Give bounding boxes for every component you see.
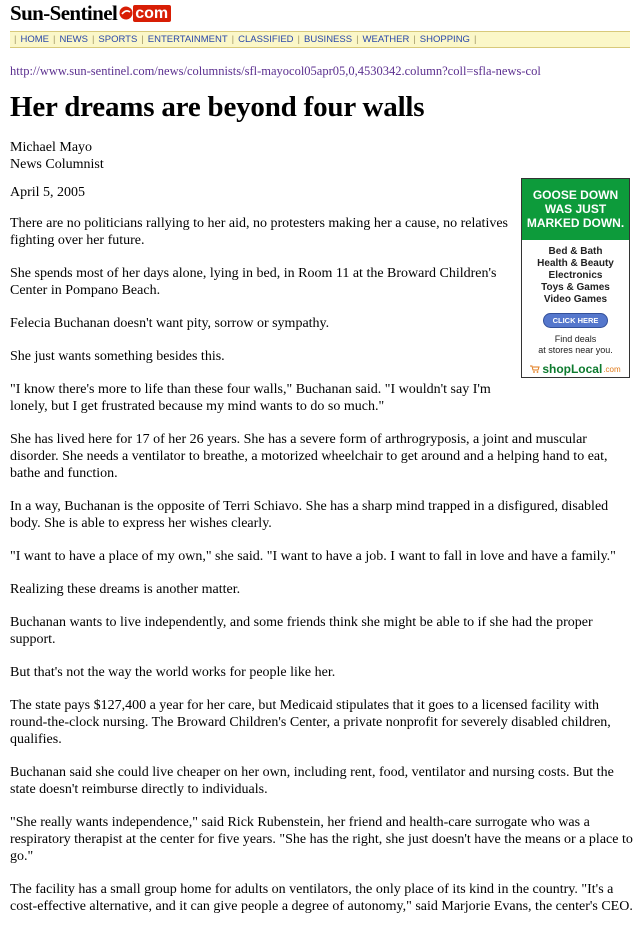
nav-separator: |	[52, 34, 56, 45]
nav-separator: |	[141, 34, 144, 45]
nav-home[interactable]: HOME	[20, 34, 49, 45]
ad-category: Health & Beauty	[537, 258, 614, 269]
logo-badge	[119, 4, 171, 22]
article-paragraph: "I know there's more to life than these four walls," Buchanan said. "I wouldn't say I'm lonely, but I get frustrated because my mind wants to do so much."	[10, 382, 491, 414]
logo-suffix: com	[133, 5, 171, 22]
nav-classified[interactable]: CLASSIFIED	[238, 34, 294, 45]
top-navigation	[10, 31, 630, 48]
nav-sports[interactable]: SPORTS	[98, 34, 138, 45]
article-paragraph: But that's not the way the world works for people like her.	[10, 665, 336, 680]
nav-weather[interactable]: WEATHER	[362, 34, 410, 45]
nav-separator: |	[231, 34, 235, 45]
article-paragraph: Buchanan said she could live cheaper on her own, including rent, food, ventilator and nursing costs. But the state doesn't reimburse directly to individuals.	[10, 765, 614, 797]
nav-separator: |	[413, 34, 416, 45]
byline	[10, 139, 104, 173]
article-paragraph: She spends most of her days alone, lying in bed, in Room 11 at the Broward Children's Center in Pompano Beach.	[10, 266, 497, 298]
ad-subtext-line: at stores near you.	[538, 345, 613, 355]
ad-category: Electronics	[548, 270, 603, 281]
nav-separator: |	[297, 34, 301, 45]
article-paragraph: The state pays $127,400 a year for her care, but Medicaid stipulates that it goes to a licensed facility with round-the-clock nursing. The Broward Children's Center, a private nonprofit for severely disabled children, qualifies.	[10, 698, 611, 747]
article-paragraph: She has lived here for 17 of her 26 years. She has a severe form of arthrogryposis, a joint and muscular disorder. She needs a ventilator to breathe, a motorized wheelchair to get around and a helping hand to eat, bathe and function.	[10, 432, 608, 481]
article-date: April 5, 2005	[10, 185, 86, 200]
nav-separator: |	[356, 34, 359, 45]
article-title: Her dreams are beyond four walls	[10, 91, 425, 123]
nav-news[interactable]: NEWS	[59, 34, 88, 45]
author-name: Michael Mayo	[10, 140, 93, 155]
nav-separator: |	[473, 34, 477, 45]
nav-separator: |	[14, 34, 17, 45]
ad-logo-text: shopLocal	[542, 362, 603, 376]
swoosh-icon	[119, 6, 133, 20]
nav-business[interactable]: BUSINESS	[304, 34, 353, 45]
ad-headline-line: WAS JUST	[544, 202, 607, 216]
ad-logo-suffix: .com	[603, 364, 621, 374]
article-paragraph: She just wants something besides this.	[10, 349, 225, 364]
author-role: News Columnist	[10, 157, 104, 172]
nav-shopping[interactable]: SHOPPING	[419, 34, 470, 45]
nav-separator: |	[91, 34, 95, 45]
article-paragraph: Felecia Buchanan doesn't want pity, sorrow or sympathy.	[10, 316, 330, 331]
article-paragraph: Realizing these dreams is another matter.	[10, 582, 241, 597]
ad-category: Video Games	[543, 294, 608, 305]
article-paragraph: The facility has a small group home for adults on ventilators, the only place of its kind in the country. "It's a cost-effective alternative, and it can give people a degree of autonomy," said Marjorie Evans, the center's CEO.	[10, 882, 633, 914]
article-paragraph: In a way, Buchanan is the opposite of Terri Schiavo. She has a sharp mind trapped in a disfigured, disabled body. She is able to express her wishes clearly.	[10, 499, 609, 531]
ad-headline-line: MARKED DOWN.	[526, 216, 625, 230]
article-paragraph: There are no politicians rallying to her aid, no protesters making her a cause, no relatives fighting over her future.	[10, 216, 508, 248]
article-paragraph: "I want to have a place of my own," she said. "I want to have a job. I want to fall in love and have a family."	[10, 549, 616, 564]
article-paragraph: Buchanan wants to live independently, and some friends think she might be able to if she had the proper support.	[10, 615, 593, 647]
site-logo[interactable]	[10, 2, 171, 24]
nav-entertainment[interactable]: ENTERTAINMENT	[147, 34, 228, 45]
article-paragraph: "She really wants independence," said Rick Rubenstein, her friend and health-care surrogate who was a respiratory therapist at the center for five years. "She has the right, she just doesn't have the means or a place to go."	[10, 815, 633, 864]
article-body	[10, 215, 635, 931]
ad-headline-line: GOOSE DOWN	[532, 188, 619, 202]
page-url: http://www.sun-sentinel.com/news/columnists/sfl-mayocol05apr05,0,4530342.column?coll=sfla-news-col	[10, 64, 541, 78]
logo-text: Sun-Sentinel	[10, 1, 118, 25]
ad-category: Bed & Bath	[548, 246, 603, 257]
ad-click-here-button[interactable]: CLICK HERE	[543, 313, 609, 328]
ad-category: Toys & Games	[541, 282, 610, 293]
ad-subtext-line: Find deals	[554, 334, 597, 344]
